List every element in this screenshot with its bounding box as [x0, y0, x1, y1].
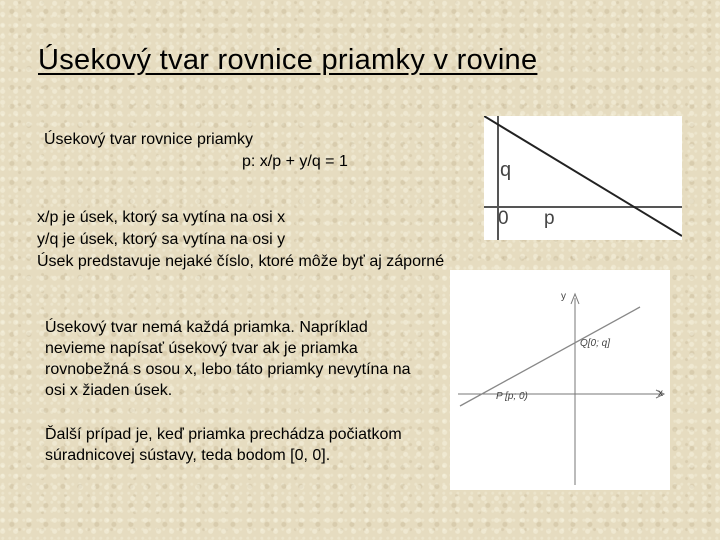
- intercept-figure: [484, 116, 682, 240]
- text-line: osi x žiaden úsek.: [45, 382, 173, 399]
- text-line: súradnicovej sústavy, teda bodom [0, 0].: [45, 447, 331, 464]
- label-point-p: P [p; 0): [496, 391, 528, 402]
- label-origin: 0: [498, 208, 509, 229]
- text-line: nevieme napísať úsekový tvar ak je priamka: [45, 340, 358, 357]
- line-pq: [460, 307, 640, 406]
- label-q: q: [500, 159, 512, 181]
- text-line: x/p je úsek, ktorý sa vytína na osi x: [37, 209, 286, 226]
- text-line: Úsekový tvar nemá každá priamka. Napríklad: [45, 319, 368, 336]
- label-y: y: [561, 291, 566, 302]
- coordinate-figure: [450, 270, 670, 490]
- label-point-q: Q[0; q]: [580, 338, 611, 349]
- page-title: Úsekový tvar rovnice priamky v rovine: [38, 44, 538, 76]
- text-line: y/q je úsek, ktorý sa vytína na osi y: [37, 231, 286, 248]
- text-line: Úsek predstavuje nejaké číslo, ktoré môže byť aj záporné: [37, 253, 445, 270]
- line-p: [484, 116, 682, 236]
- label-x: x: [658, 388, 663, 399]
- section-heading: Úsekový tvar rovnice priamky: [44, 131, 253, 148]
- text-line: rovnobežná s osou x, lebo táto priamky nevytína na: [45, 361, 411, 378]
- label-p: p: [544, 208, 555, 229]
- text-line: Ďalší prípad je, keď priamka prechádza počiatkom: [45, 426, 402, 443]
- equation: p: x/p + y/q = 1: [242, 153, 348, 170]
